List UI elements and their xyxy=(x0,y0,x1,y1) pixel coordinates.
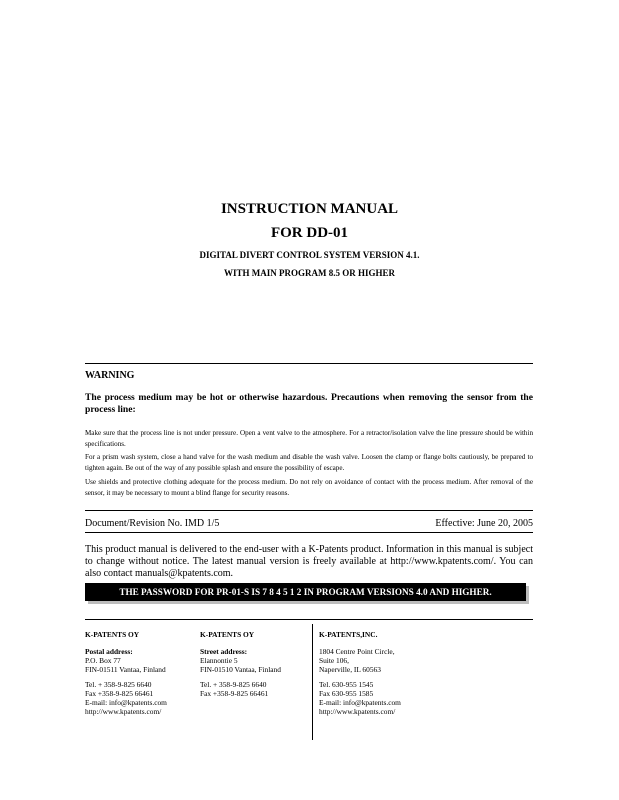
fax-line: Fax 630-955 1585 xyxy=(319,689,374,698)
address-line: Elannontie 5 xyxy=(200,656,238,665)
address-label: Street address: xyxy=(200,647,248,656)
phone-line: Tel. + 358-9-825 6640 xyxy=(85,680,152,689)
contact-column-3 xyxy=(312,624,439,740)
address-line: 1804 Centre Point Circle, xyxy=(319,647,395,656)
warning-top-rule xyxy=(85,363,533,364)
manual-title: INSTRUCTION MANUAL xyxy=(220,201,399,217)
doc-rule xyxy=(85,532,533,533)
phone-line: Tel. + 358-9-825 6640 xyxy=(200,680,267,689)
address-line: FIN-01511 Vantaa, Finland xyxy=(85,665,166,674)
warning-paragraph-3: Use shields and protective clothing adequate for the process medium. Do not rely on avoidance of contact with the process medium. After removal of the sensor, it may be necessary to mount a blind flange for security reasons. xyxy=(85,478,533,497)
password-banner: THE PASSWORD FOR PR-01-S IS 7 8 4 5 1 2 IN PROGRAM VERSIONS 4.0 AND HIGHER. xyxy=(85,583,526,601)
address-line: Suite 106, xyxy=(319,656,349,665)
fax-line: Fax +358-9-825 66461 xyxy=(200,689,269,698)
address-line: P.O. Box 77 xyxy=(85,656,121,665)
fax-line: Fax +358-9-825 66461 xyxy=(85,689,154,698)
email-line: E-mail: info@kpatents.com xyxy=(319,698,401,707)
manual-subtitle: DIGITAL DIVERT CONTROL SYSTEM VERSION 4.1. xyxy=(199,250,420,260)
company-name: K-PATENTS OY xyxy=(200,630,255,639)
contact-column-2 xyxy=(200,630,305,698)
warning-paragraph-2: For a prism wash system, close a hand valve for the wash medium and disable the wash valve. Loosen the clamp or flange bolts cautiously, be prepared to tighten again. Be out of the way of any possible splash and ensure the possibility of escape. xyxy=(85,453,533,472)
document-revision: Document/Revision No. IMD 1/5 xyxy=(85,518,220,529)
contacts-rule xyxy=(85,619,533,620)
warning-bottom-rule xyxy=(85,510,533,511)
warning-heading: WARNING xyxy=(85,370,135,381)
manual-program-note: WITH MAIN PROGRAM 8.5 OR HIGHER xyxy=(224,268,395,278)
address-line: FIN-01510 Vantaa, Finland xyxy=(200,665,281,674)
website-line: http://www.kpatents.com/ xyxy=(85,707,162,716)
warning-paragraph-1: Make sure that the process line is not under pressure. Open a vent valve to the atmosphere. For a retractor/isolation valve the line pressure should be within specifications. xyxy=(85,429,533,448)
manual-model: FOR DD-01 xyxy=(270,225,349,241)
phone-line: Tel. 630-955 1545 xyxy=(319,680,374,689)
address-line: Naperville, IL 60563 xyxy=(319,665,381,674)
address-label: Postal address: xyxy=(85,647,133,656)
warning-bold-text: The process medium may be hot or otherwise hazardous. Precautions when removing the sensor from the process line: xyxy=(85,392,533,415)
notice-text: This product manual is delivered to the end-user with a K-Patents product. Information in this manual is subject to change without notice. The latest manual version is freely available at http://www.kpatents.com/. You can also contact manuals@kpatents.com. xyxy=(85,544,533,579)
effective-date: Effective: June 20, 2005 xyxy=(435,518,533,529)
website-line: http://www.kpatents.com/ xyxy=(319,707,396,716)
email-line: E-mail: info@kpatents.com xyxy=(85,698,167,707)
company-name: K-PATENTS OY xyxy=(85,630,140,639)
company-name: K-PATENTS,INC. xyxy=(319,630,378,639)
contact-column-1 xyxy=(85,630,195,716)
